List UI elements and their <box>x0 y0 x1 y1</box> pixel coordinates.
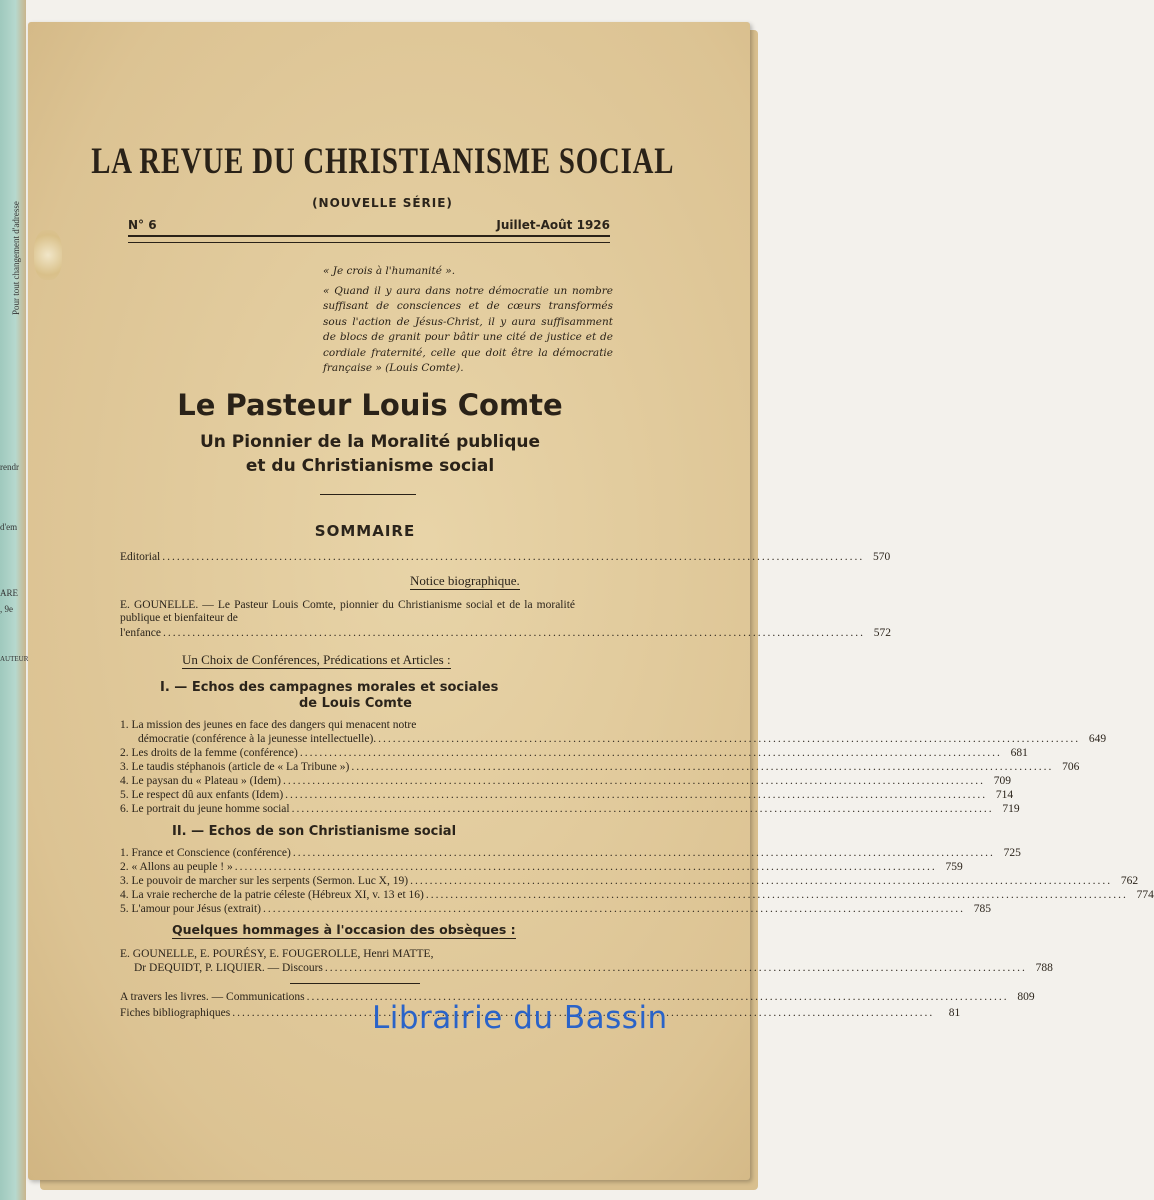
toc-entry: Fiches bibliographiques ..... 81 <box>120 1006 610 1020</box>
divider <box>320 494 416 495</box>
header-rule <box>128 235 610 243</box>
toc-entry: 2. « Allons au peuple ! » ..... 759 <box>120 860 610 874</box>
article-subtitle: Un Pionnier de la Moralité publique <box>199 432 541 452</box>
notice-heading: Notice biographique. <box>410 573 520 588</box>
notice-text: E. GOUNELLE. — Le Pasteur Louis Comte, pionnier du Christianisme social et de la moralité publique et bienfaiteur de <box>120 599 575 624</box>
spine-fragment: AUTEUR <box>0 655 29 663</box>
toc-entry: 5. Le respect dû aux enfants (Idem) ..... 714 <box>120 788 610 802</box>
toc-entry: 5. L'amour pour Jésus (extrait) ..... 785 <box>120 902 610 916</box>
section-2-heading: II. — Echos de son Christianisme social <box>172 824 457 839</box>
spine-fragment: d'em <box>0 522 18 532</box>
toc-entry: A travers les livres. — Communications ..... 809 <box>120 990 610 1004</box>
toc-entry: 3. Le taudis stéphanois (article de « La Tribune ») ..... 706 <box>120 760 610 774</box>
toc-entry: démocratie (conférence à la jeunesse intellectuelle). ..... 649 <box>138 732 610 746</box>
epigraph-line: « Je crois à l'humanité ». <box>323 265 456 277</box>
paper-damage <box>34 230 62 280</box>
toc-entry: 1. La mission des jeunes en face des dangers qui menacent notre <box>120 719 417 731</box>
issue-number: N° 6 <box>128 218 157 232</box>
section-1-heading: de Louis Comte <box>299 696 412 711</box>
journal-series: (NOUVELLE SÉRIE) <box>312 196 453 210</box>
spine-fragment: Pour tout changement d'adresse <box>11 201 21 315</box>
issue-row <box>128 218 610 232</box>
choix-heading: Un Choix de Conférences, Prédications et Articles : <box>182 652 451 667</box>
toc-entry: 4. Le paysan du « Plateau » (Idem) ..... 709 <box>120 774 610 788</box>
spine-fragment: rendr <box>0 462 19 472</box>
watermark: Librairie du Bassin <box>372 1000 668 1036</box>
section-1-heading: I. — Echos des campagnes morales et sociales <box>160 680 499 695</box>
toc-entry: 4. La vraie recherche de la patrie céleste (Hébreux XI, v. 13 et 16) ..... 774 <box>120 888 610 902</box>
toc-entry: 3. Le pouvoir de marcher sur les serpents (Sermon. Luc X, 19) ..... 762 <box>120 874 610 888</box>
issue-date: Juillet-Août 1926 <box>496 218 610 232</box>
sommaire-heading: SOMMAIRE <box>314 522 416 540</box>
epigraph-quote: « Quand il y aura dans notre démocratie un nombre suffisant de consciences et de cœurs transformés sous l'action de Jésus-Christ, il y aura suffisamment de blocs de granit pour bâtir une cité de justice et de cordiale fraternité, celle que doit être la démocratie française » (Louis Comte). <box>323 284 613 374</box>
epigraph <box>323 264 613 377</box>
toc-entry: E. GOUNELLE, E. POURÉSY, E. FOUGEROLLE, Henri MATTE, <box>120 948 434 960</box>
toc-entry: Dr DEQUIDT, P. LIQUIER. — Discours ..... 788 <box>134 961 610 975</box>
article-title: Le Pasteur Louis Comte <box>177 388 563 422</box>
toc-entry: l'enfance ..... 572 <box>120 626 610 640</box>
journal-title: LA REVUE DU CHRISTIANISME SOCIAL <box>90 141 675 182</box>
toc-entry: Editorial ..... 570 <box>120 550 610 564</box>
hommages-heading: Quelques hommages à l'occasion des obsèques : <box>172 922 516 937</box>
toc-entry: 2. Les droits de la femme (conférence) ..... 681 <box>120 746 610 760</box>
toc-entry: 6. Le portrait du jeune homme social ..... 719 <box>120 802 610 816</box>
toc-entry: 1. France et Conscience (conférence) ..... 725 <box>120 846 610 860</box>
article-subtitle: et du Christianisme social <box>245 456 495 476</box>
spine-fragment: , 9e <box>0 604 13 614</box>
divider <box>290 983 420 984</box>
spine-fragment: ARE <box>0 588 18 598</box>
